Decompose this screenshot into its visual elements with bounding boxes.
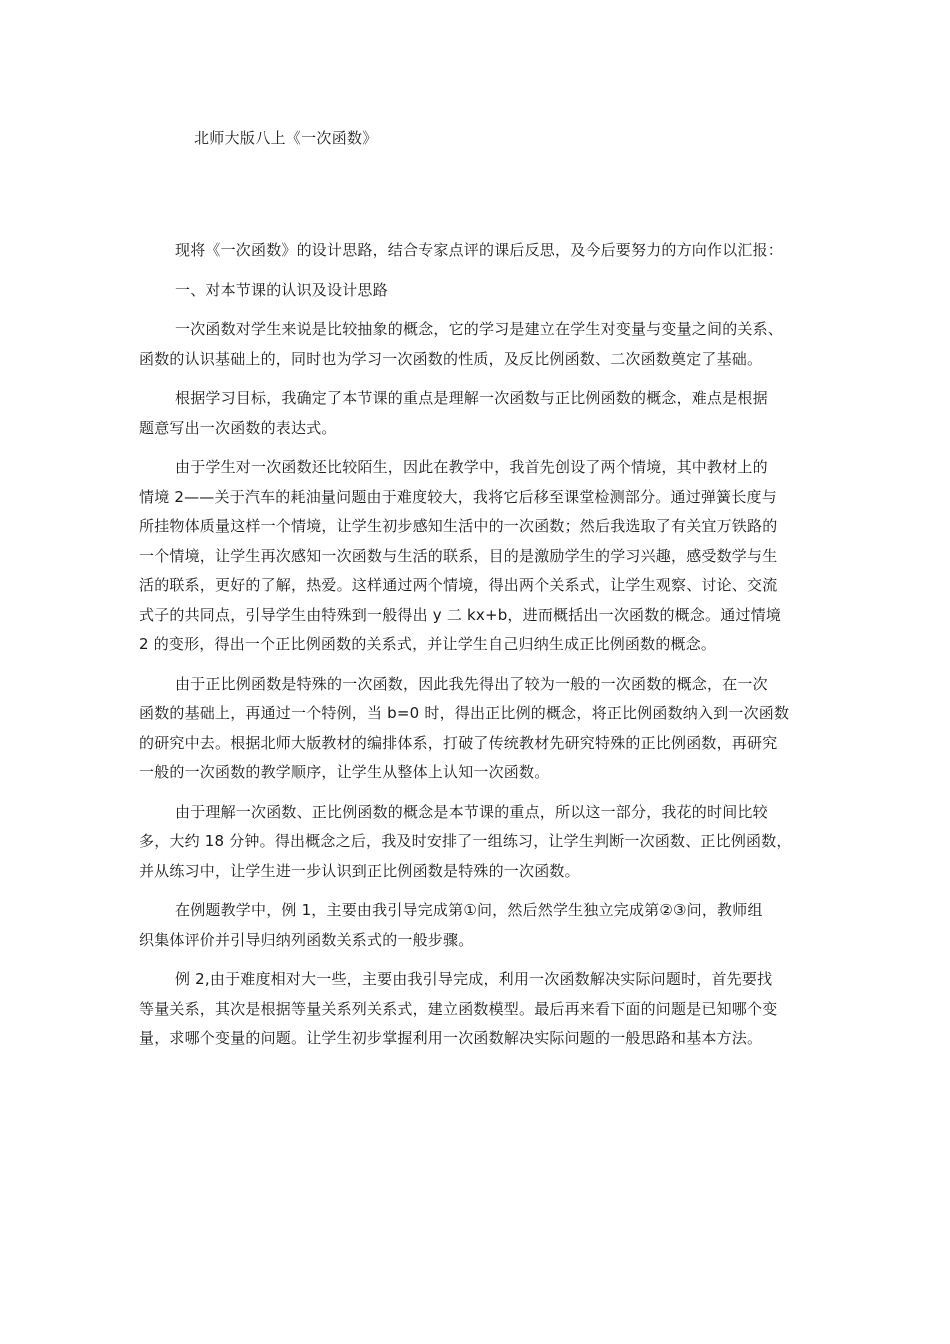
paragraph-line: 等量关系，其次是根据等量关系列关系式，建立函数模型。最后再来看下面的问题是已知哪个变 [139, 999, 778, 1018]
paragraph [139, 236, 811, 266]
paragraph-line: 多，大约 18 分钟。得出概念之后，我及时安排了一组练习，让学生判断一次函数、正比例函数， [139, 832, 792, 850]
paragraph-line: 在例题教学中，例 1，主要由我引导完成第①问，然后然学生独立完成第②③问，教师组 [175, 901, 763, 919]
paragraph-gap [139, 660, 811, 670]
paragraph [139, 276, 811, 306]
paragraph-line: 并从练习中，让学生进一步认识到正比例函数是特殊的一次函数。 [139, 861, 580, 880]
paragraph-line: 由于正比例函数是特殊的一次函数，因此我先得出了较为一般的一次函数的概念，在一次 [175, 674, 768, 693]
paragraph-line: 例 2,由于难度相对大一些，主要由我引导完成，利用一次函数解决实际问题时，首先要找 [175, 970, 773, 988]
paragraph-line: 函数的基础上，再通过一个特例，当 b=0 时，得出正比例的概念，将正比例函数纳入到一次函数 [139, 704, 790, 722]
paragraph-gap [139, 266, 811, 276]
paragraph-line: 一般的一次函数的教学顺序，让学生从整体上认知一次函数。 [139, 763, 550, 781]
paragraph [139, 670, 811, 788]
paragraph-line: 一、对本节课的认识及设计思路 [175, 280, 388, 299]
paragraph [139, 798, 811, 887]
paragraph-line: 根据学习目标，我确定了本节课的重点是理解一次函数与正比例函数的概念，难点是根据 [175, 389, 768, 407]
paragraph [139, 315, 811, 374]
paragraph-line: 一个情境，让学生再次感知一次函数与生活的联系，目的是激励学生的学习兴趣，感受数学与生 [139, 546, 778, 565]
paragraph-gap [139, 443, 811, 453]
paragraph-line: 题意写出一次函数的表达式。 [139, 418, 337, 437]
paragraph-line: 织集体评价并引导归纳列函数关系式的一般步骤。 [139, 930, 474, 949]
paragraph [139, 453, 811, 660]
paragraph-gap [139, 305, 811, 315]
paragraph-line: 2 的变形，得出一个正比例函数的关系式，并让学生自己归纳生成正比例函数的概念。 [139, 635, 717, 653]
paragraph-line: 式子的共同点，引导学生由特殊到一般得出 y 二 kx+b，进而概括出一次函数的概念。通过情境 [139, 605, 782, 624]
document-body [139, 236, 811, 1054]
paragraph-line: 情境 2——关于汽车的耗油量问题由于难度较大，我将它后移至课堂检测部分。通过弹簧长度与 [139, 487, 777, 506]
paragraph-gap [139, 374, 811, 384]
paragraph [139, 384, 811, 443]
paragraph-line: 由于学生对一次函数还比较陌生，因此在教学中，我首先创设了两个情境，其中教材上的 [175, 458, 768, 476]
paragraph-line: 一次函数对学生来说是比较抽象的概念，它的学习是建立在学生对变量与变量之间的关系、 [175, 320, 784, 338]
document-title: 北师大版八上《一次函数》 [194, 129, 378, 147]
paragraph-line: 量，求哪个变量的问题。让学生初步掌握利用一次函数解决实际问题的一般思路和基本方法。 [139, 1029, 763, 1047]
paragraph-gap [139, 955, 811, 965]
paragraph-gap [139, 886, 811, 896]
paragraph-line: 函数的认识基础上的，同时也为学习一次函数的性质，及反比例函数、二次函数奠定了基础。 [139, 349, 763, 368]
paragraph [139, 965, 811, 1054]
paragraph-gap [139, 788, 811, 798]
paragraph-line: 由于理解一次函数、正比例函数的概念是本节课的重点，所以这一部分，我花的时间比较 [175, 802, 768, 821]
paragraph-line: 现将《一次函数》的设计思路，结合专家点评的课后反思，及今后要努力的方向作以汇报： [175, 241, 784, 259]
paragraph-line: 的研究中去。根据北师大版教材的编排体系，打破了传统教材先研究特殊的正比例函数，再研究 [139, 733, 778, 752]
paragraph [139, 896, 811, 955]
paragraph-line: 所挂物体质量这样一个情境，让学生初步感知生活中的一次函数；然后我选取了有关宜万铁路的 [139, 517, 778, 535]
paragraph-line: 活的联系，更好的了解，热爱。这样通过两个情境，得出两个关系式，让学生观察、讨论、交流 [139, 576, 778, 594]
